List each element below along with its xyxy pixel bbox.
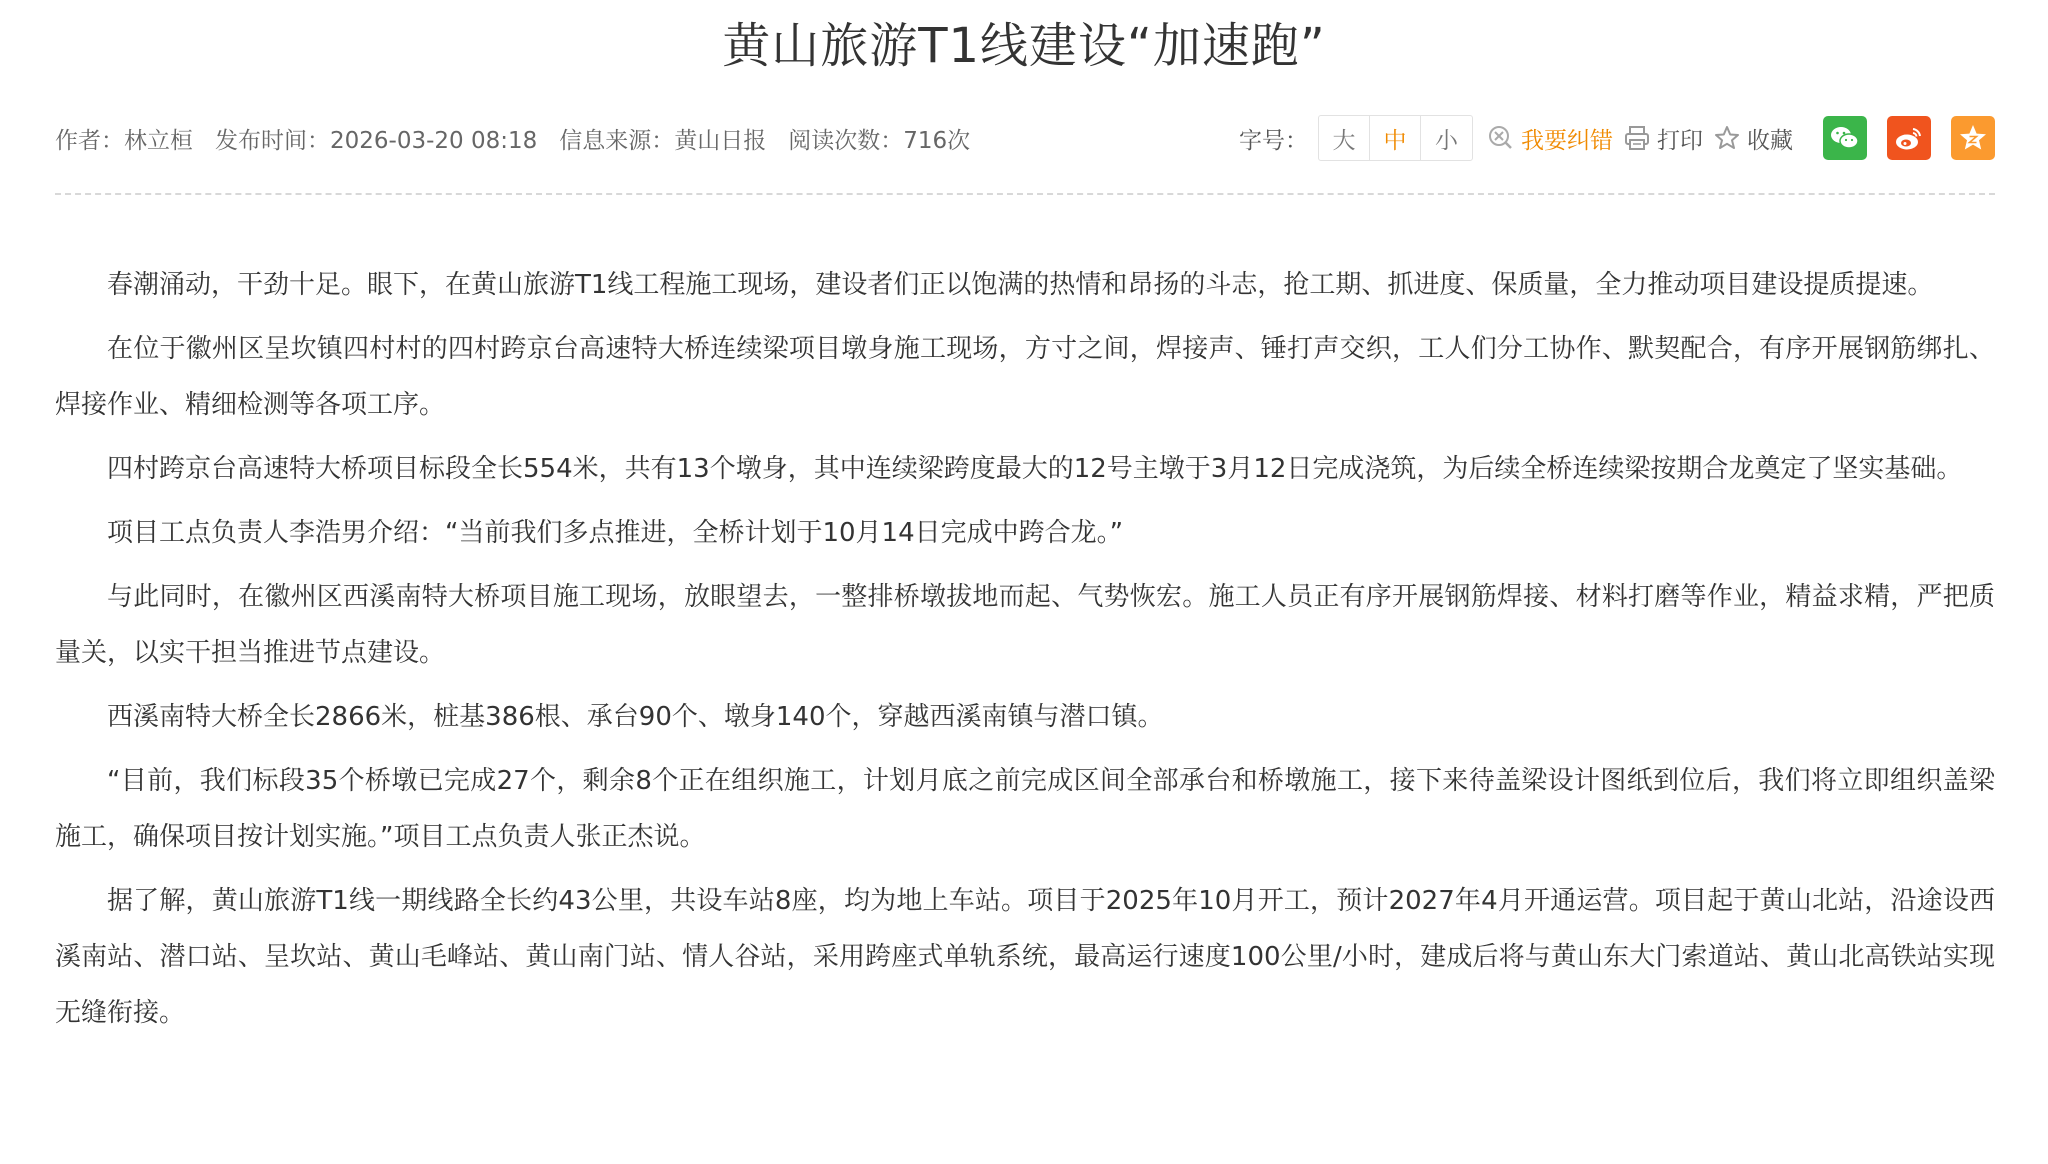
paragraph: 西溪南特大桥全长2866米，桩基386根、承台90个、墩身140个，穿越西溪南镇与潜口镇。	[107, 702, 1164, 732]
article-toolbar	[1239, 115, 1995, 161]
favorite-label: 收藏	[1747, 127, 1793, 154]
source: 信息来源：黄山日报	[559, 127, 767, 154]
fontsize-selector	[1318, 115, 1473, 161]
author: 作者：林立桓	[55, 127, 193, 154]
report-error-link[interactable]	[1487, 122, 1613, 155]
paragraph: 在位于徽州区呈坎镇四村村的四村跨京台高速特大桥连续梁项目墩身施工现场，方寸之间，焊接声、锤打声交织，工人们分工协作、默契配合，有序开展钢筋绑扎、焊接作业、精细检测等各项工序。	[55, 334, 1995, 420]
header-divider	[55, 193, 1995, 195]
report-error-label: 我要纠错	[1521, 127, 1613, 154]
article-meta-bar	[55, 113, 1995, 163]
read-count: 阅读次数：716次	[788, 127, 971, 154]
favorite-link[interactable]	[1713, 122, 1793, 155]
paragraph: 据了解，黄山旅游T1线一期线路全长约43公里，共设车站8座，均为地上车站。项目于2025年10月开工，预计2027年4月开通运营。项目起于黄山北站，沿途设西溪南站、潜口站、呈坎站、黄山毛峰站、黄山南门站、情人谷站，采用跨座式单轨系统，最高运行速度100公里/小时，建成后将与黄山东大门索道站、黄山北高铁站实现无缝衔接。	[55, 886, 1995, 1028]
paragraph: 项目工点负责人李浩男介绍：“当前我们多点推进，全桥计划于10月14日完成中跨合龙。”	[107, 518, 1124, 548]
paragraph: 与此同时，在徽州区西溪南特大桥项目施工现场，放眼望去，一整排桥墩拔地而起、气势恢宏。施工人员正有序开展钢筋焊接、材料打磨等作业，精益求精，严把质量关，以实干担当推进节点建设。	[55, 582, 1995, 668]
qzone-star-icon	[1956, 121, 1990, 155]
share-wechat-button[interactable]	[1823, 116, 1867, 160]
article-title: 黄山旅游T1线建设“加速跑”	[722, 18, 1326, 74]
article-body	[55, 257, 1995, 1049]
print-label: 打印	[1657, 127, 1703, 154]
print-link[interactable]	[1623, 122, 1703, 155]
paragraph: 春潮涌动，干劲十足。眼下，在黄山旅游T1线工程施工现场，建设者们正以饱满的热情和昂扬的斗志，抢工期、抓进度、保质量，全力推动项目建设提质提速。	[107, 270, 1934, 300]
star-outline-icon	[1713, 124, 1741, 152]
article-meta-info	[55, 122, 992, 155]
wechat-icon	[1828, 121, 1862, 155]
printer-icon	[1623, 124, 1651, 152]
fontsize-medium-button[interactable]: 中	[1370, 116, 1421, 160]
paragraph: 四村跨京台高速特大桥项目标段全长554米，共有13个墩身，其中连续梁跨度最大的12号主墩于3月12日完成浇筑，为后续全桥连续梁按期合龙奠定了坚实基础。	[107, 454, 1963, 484]
share-weibo-button[interactable]	[1887, 116, 1931, 160]
publish-time: 发布时间：2026-03-20 08:18	[215, 127, 538, 154]
fontsize-small-button[interactable]: 小	[1435, 127, 1458, 154]
report-error-icon	[1487, 124, 1515, 152]
fontsize-large-button[interactable]: 大	[1319, 116, 1370, 160]
paragraph: “目前，我们标段35个桥墩已完成27个，剩余8个正在组织施工，计划月底之前完成区间全部承台和桥墩施工，接下来待盖梁设计图纸到位后，我们将立即组织盖梁施工，确保项目按计划实施。”项目工点负责人张正杰说。	[55, 766, 1995, 852]
share-qzone-button[interactable]	[1951, 116, 1995, 160]
fontsize-label: 字号：	[1239, 127, 1308, 154]
weibo-icon	[1892, 121, 1926, 155]
